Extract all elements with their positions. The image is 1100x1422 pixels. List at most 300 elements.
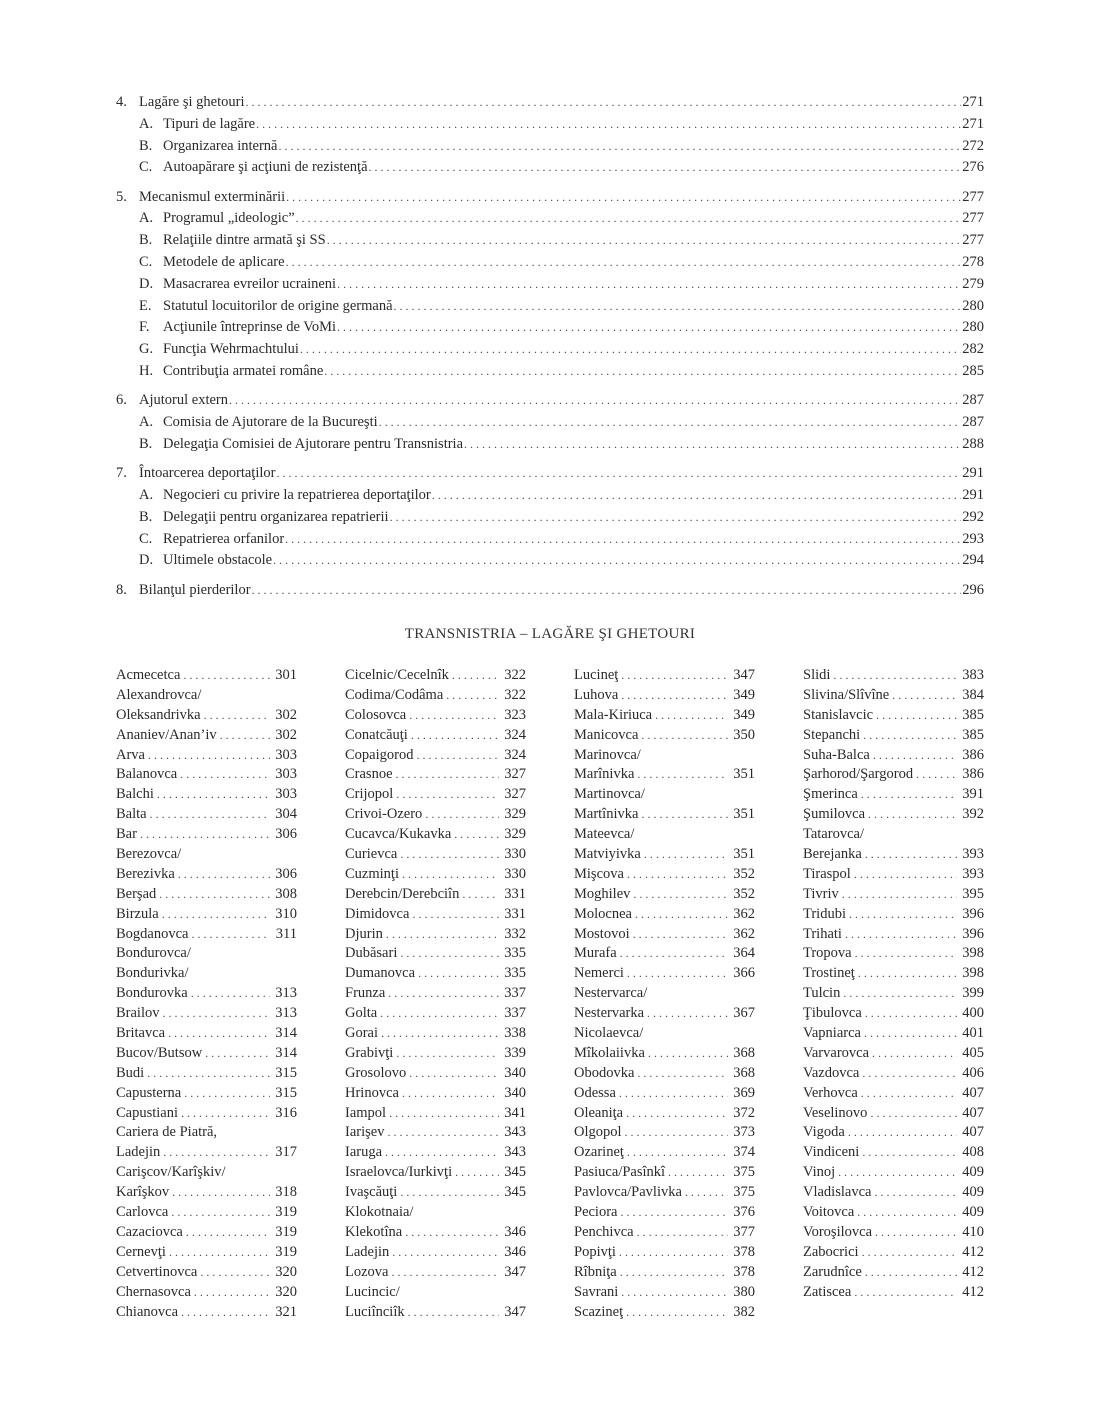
index-entry[interactable] [803,666,984,686]
index-entry[interactable] [803,746,984,766]
index-entry[interactable] [803,984,984,1004]
index-entry[interactable] [574,706,755,726]
index-row [345,964,526,984]
place-name: Verhovca [803,1084,858,1101]
index-entry[interactable] [116,785,297,805]
index-entry[interactable] [345,1064,526,1084]
dot-leader [181,1303,270,1323]
toc-chapter [116,390,984,455]
page-number: 316 [275,1104,297,1121]
index-entry[interactable] [574,1303,755,1323]
place-name: Dubăsari [345,945,398,962]
dot-leader [620,1203,728,1223]
index-entry[interactable] [345,1263,526,1283]
dot-leader [396,765,499,785]
page-number: 319 [275,1204,297,1221]
dot-leader [412,905,499,925]
page-number: 345 [504,1164,526,1181]
toc-subentry[interactable] [116,412,984,434]
dot-leader [171,1203,270,1223]
index-row [574,1143,755,1163]
index-entry[interactable] [116,765,297,785]
place-name: Colosovca [345,706,407,723]
dot-leader [644,845,728,865]
index-entry[interactable] [803,1263,984,1283]
page-number: 386 [962,766,984,783]
page-number: 385 [962,706,984,723]
index-row [803,1183,984,1203]
index-entry[interactable] [116,1064,297,1084]
index-row [803,984,984,1004]
index-entry[interactable] [803,706,984,726]
page-number: 318 [275,1184,297,1201]
entry-title: Delegaţii pentru organizarea repatrierii [163,508,389,525]
page-number: 412 [962,1243,984,1260]
page-number: 412 [962,1283,984,1300]
index-entry[interactable] [803,686,984,706]
toc-entry[interactable] [116,390,984,412]
index-entry[interactable] [803,1223,984,1243]
index-entry[interactable] [803,1064,984,1084]
page-number: 345 [504,1184,526,1201]
index-entry[interactable] [574,944,755,964]
index-entry[interactable] [803,1203,984,1223]
index-row [574,1084,755,1104]
index-entry[interactable] [116,925,297,945]
toc-entry[interactable] [116,580,984,602]
index-entry[interactable] [574,1123,755,1143]
index-entry[interactable] [803,944,984,964]
index-entry[interactable] [345,1183,526,1203]
place-name: Ţibulovca [803,1005,862,1022]
index-entry[interactable] [116,1104,297,1124]
index-entry[interactable] [803,964,984,984]
index-row [574,1123,755,1143]
place-name: Cetvertinovca [116,1263,198,1280]
dot-leader [874,1183,957,1203]
index-entry[interactable] [574,1283,755,1303]
index-entry[interactable] [116,1123,297,1163]
toc-entry[interactable] [116,92,984,114]
index-entry[interactable] [803,726,984,746]
index-entry[interactable] [116,805,297,825]
toc-chapter [116,92,984,179]
index-row [116,885,297,905]
index-entry[interactable] [574,925,755,945]
toc-subentry[interactable] [116,317,984,339]
dot-leader [390,507,962,529]
index-entry[interactable] [803,1283,984,1303]
toc-subentry[interactable] [116,529,984,551]
page-number: 292 [962,508,984,525]
page-number: 407 [962,1104,984,1121]
index-entry[interactable] [345,845,526,865]
index-entry[interactable] [574,1143,755,1163]
place-name: Mala-Kiriuca [574,706,653,723]
subsection-letter: F. [139,319,150,336]
index-entry[interactable] [574,1183,755,1203]
place-name-line: Cariera de Piatră, [116,1124,218,1141]
page-number: 409 [962,1184,984,1201]
dot-leader [181,1104,270,1124]
toc-subentry[interactable] [116,252,984,274]
dot-leader [220,726,270,746]
index-entry[interactable] [574,785,755,825]
dot-leader [620,1263,728,1283]
index-entry[interactable] [116,1283,297,1303]
index-entry[interactable] [345,726,526,746]
index-entry[interactable] [116,905,297,925]
place-name: Varvarovca [803,1044,870,1061]
place-name: Iaruga [345,1144,383,1161]
dot-leader [369,157,962,179]
dot-leader [394,296,962,318]
place-name: Slidi [803,667,831,683]
index-entry[interactable] [116,1223,297,1243]
place-name: Slivina/Slîvîne [803,686,890,703]
index-entry[interactable] [345,746,526,766]
page-number: 271 [962,115,984,132]
dot-leader [620,944,728,964]
page-number: 391 [962,786,984,803]
toc-subentry[interactable] [116,114,984,136]
subsection-letter: G. [139,341,154,358]
index-row [345,686,526,706]
index-entry[interactable] [345,1024,526,1044]
page-number: 351 [733,806,755,823]
index-row [803,666,984,686]
index-row [345,1263,526,1283]
page-number: 278 [962,254,984,271]
index-entry[interactable] [803,1024,984,1044]
index-row [116,765,297,785]
index-entry[interactable] [803,1123,984,1143]
index-entry[interactable] [574,825,755,865]
index-entry[interactable] [803,1163,984,1183]
index-row [803,925,984,945]
page-number: 319 [275,1223,297,1240]
index-entry[interactable] [345,1104,526,1124]
index-row [574,1064,755,1084]
toc-subentry[interactable] [116,361,984,383]
index-row [116,785,297,805]
index-entry[interactable] [574,1163,755,1183]
index-entry[interactable] [803,1104,984,1124]
index-entry[interactable] [345,865,526,885]
index-row [345,1303,526,1323]
dot-leader [191,925,270,945]
index-entry[interactable] [574,964,755,984]
page-number: 338 [504,1025,526,1042]
dot-leader [627,1143,728,1163]
dot-leader [655,706,728,726]
page-number: 314 [275,1044,297,1061]
page-number: 399 [962,985,984,1002]
toc-subentry[interactable] [116,208,984,230]
place-name: Klekotîna [345,1223,403,1240]
dot-leader [400,944,499,964]
index-row [116,905,297,925]
toc-subentry[interactable] [116,507,984,529]
place-name: Peciora [574,1204,618,1221]
dot-leader [409,706,499,726]
index-entry[interactable] [116,825,297,845]
page-number: 400 [962,1005,984,1022]
place-name-line: Bondurovca/ [116,945,191,962]
page-number: 409 [962,1204,984,1221]
index-entry[interactable] [803,1004,984,1024]
index-row [574,1303,755,1323]
index-entry[interactable] [116,1024,297,1044]
place-name: Ananiev/Anan’iv [116,726,217,743]
index-row [803,1143,984,1163]
index-entry[interactable] [116,885,297,905]
index-entry[interactable] [803,825,984,865]
toc-subentry[interactable] [116,485,984,507]
index-entry[interactable] [803,1243,984,1263]
entry-title: Întoarcerea deportaţilor [139,465,276,482]
index-row [345,865,526,885]
chapter-number: 7. [116,465,127,482]
index-entry[interactable] [345,1143,526,1163]
dot-leader [872,1044,957,1064]
index-entry[interactable] [345,1243,526,1263]
entry-title: Ultimele obstacole [163,552,273,569]
index-entry[interactable] [574,1203,755,1223]
index-entry[interactable] [803,885,984,905]
place-name: Derebcin/Derebciîn [345,885,460,902]
index-entry[interactable] [803,1183,984,1203]
place-name: Şarhorod/Şargorod [803,766,914,783]
page-number: 280 [962,319,984,336]
index-entry[interactable] [116,1303,297,1323]
dot-leader [327,230,962,252]
index-entry[interactable] [116,1004,297,1024]
index-entry[interactable] [116,1243,297,1263]
place-name: Lucineţ [574,667,619,683]
index-entry[interactable] [574,1243,755,1263]
index-row [116,1044,297,1064]
page-number: 293 [962,530,984,547]
page-number: 340 [504,1084,526,1101]
entry-title: Mecanismul exterminării [139,188,286,205]
index-row [116,1064,297,1084]
entry-title: Bilanţul pierderilor [139,581,251,598]
toc-entry[interactable] [116,463,984,485]
index-entry[interactable] [345,925,526,945]
page-number: 279 [962,275,984,292]
index-row [345,1223,526,1243]
dot-leader [845,925,957,945]
dot-leader [386,925,499,945]
place-name-line: Klokotnaia/ [345,1204,414,1221]
dot-leader [150,805,270,825]
dot-leader [857,1203,957,1223]
index-entry[interactable] [345,1283,526,1323]
index-row [345,785,526,805]
index-entry[interactable] [803,785,984,805]
entry-title: Tipuri de lagăre [163,115,256,132]
page-number: 310 [275,905,297,922]
page-number: 406 [962,1064,984,1081]
index-entry[interactable] [116,1044,297,1064]
index-entry[interactable] [574,1064,755,1084]
index-entry[interactable] [116,1084,297,1104]
index-entry[interactable] [574,746,755,786]
index-entry[interactable] [574,905,755,925]
index-entry[interactable] [345,666,526,686]
toc-subentry[interactable] [116,157,984,179]
toc-subentry[interactable] [116,339,984,361]
index-entry[interactable] [345,805,526,825]
index-row [803,805,984,825]
dot-leader [633,925,728,945]
index-entry[interactable] [574,1104,755,1124]
page-number: 393 [962,865,984,882]
index-entry[interactable] [803,765,984,785]
index-entry[interactable] [803,925,984,945]
place-name: Balanovca [116,766,178,783]
place-name: Cucavca/Kukavka [345,826,452,843]
page-number: 347 [504,1303,526,1320]
toc-subentry[interactable] [116,136,984,158]
place-name: Tropova [803,945,852,962]
index-entry[interactable] [116,1163,297,1203]
subsection-letter: A. [139,210,154,227]
dot-leader [861,785,957,805]
toc-subentry[interactable] [116,296,984,318]
toc-subentry[interactable] [116,434,984,456]
page-number: 276 [962,159,984,176]
toc-subentry[interactable] [116,230,984,252]
index-entry[interactable] [345,984,526,1004]
page-number: 408 [962,1144,984,1161]
index-entry[interactable] [345,785,526,805]
place-name: Ozarineţ [574,1144,624,1161]
page-number: 288 [962,435,984,452]
dot-leader [178,865,270,885]
index-entry[interactable] [345,1044,526,1064]
index-row [116,825,297,845]
toc-subentry[interactable] [116,550,984,572]
page-number: 287 [962,414,984,431]
dot-leader [838,1163,957,1183]
place-name: Chianovca [116,1303,179,1320]
index-row [574,1044,755,1064]
index-entry[interactable] [574,1084,755,1104]
index-entry[interactable] [345,825,526,845]
page-number: 335 [504,945,526,962]
index-entry[interactable] [574,984,755,1024]
page-number: 378 [733,1243,755,1260]
index-entry[interactable] [345,1203,526,1243]
place-name: Voitovca [803,1204,855,1221]
index-entry[interactable] [116,944,297,1004]
index-entry[interactable] [803,1044,984,1064]
index-entry[interactable] [574,865,755,885]
page-number: 327 [504,786,526,803]
index-entry[interactable] [574,1024,755,1064]
index-entry[interactable] [574,666,755,686]
index-entry[interactable] [345,706,526,726]
index-entry[interactable] [803,1084,984,1104]
page-number: 271 [962,94,984,110]
place-name: Suha-Balca [803,746,870,763]
index-entry[interactable] [345,885,526,905]
dot-leader [833,666,957,686]
subsection-letter: D. [139,552,154,569]
page-number: 372 [733,1104,755,1121]
index-entry[interactable] [574,686,755,706]
index-entry[interactable] [116,1203,297,1223]
index-entry[interactable] [574,885,755,905]
index-entry[interactable] [345,1123,526,1143]
page-number: 277 [962,210,984,227]
index-entry[interactable] [574,1263,755,1283]
index-entry[interactable] [116,1263,297,1283]
index-row [345,765,526,785]
entry-title: Relaţiile dintre armată şi SS [163,232,326,249]
index-entry[interactable] [345,944,526,964]
index-entry[interactable] [116,686,297,726]
index-entry[interactable] [803,1143,984,1163]
index-entry[interactable] [574,726,755,746]
page-number: 374 [733,1144,755,1161]
index-entry[interactable] [803,865,984,885]
index-entry[interactable] [803,905,984,925]
index-row [803,1024,984,1044]
dot-leader [381,1024,499,1044]
place-name: Odessa [574,1084,616,1101]
index-entry[interactable] [116,666,297,686]
index-entry[interactable] [345,765,526,785]
dot-leader [855,944,957,964]
index-entry[interactable] [116,746,297,766]
place-name: Vazdovca [803,1064,860,1081]
index-entry[interactable] [574,1223,755,1243]
index-entry[interactable] [345,1084,526,1104]
index-entry[interactable] [345,1004,526,1024]
place-name: Mîkolaiivka [574,1044,645,1061]
index-row [116,1183,297,1203]
toc-subentry[interactable] [116,274,984,296]
place-name-line: Marinovca/ [574,746,641,763]
page-number: 351 [733,846,755,863]
index-entry[interactable] [345,1163,526,1183]
index-entry[interactable] [803,805,984,825]
dot-leader [409,1064,499,1084]
index-entry[interactable] [345,964,526,984]
toc-entry[interactable] [116,187,984,209]
dot-leader [870,1104,957,1124]
index-entry[interactable] [116,845,297,885]
dot-leader [416,746,499,766]
page-number: 314 [275,1025,297,1042]
index-row [345,726,526,746]
place-name: Codima/Codâma [345,686,444,703]
page-number: 291 [962,487,984,504]
place-name: Luhova [574,686,619,703]
dot-leader [273,550,961,572]
index-entry[interactable] [345,686,526,706]
dot-leader [873,746,957,766]
page-number: 350 [733,726,755,743]
place-name: Şumilovca [803,806,866,823]
index-entry[interactable] [345,905,526,925]
index-entry[interactable] [116,726,297,746]
page-number: 407 [962,1084,984,1101]
page-number: 337 [504,1005,526,1022]
